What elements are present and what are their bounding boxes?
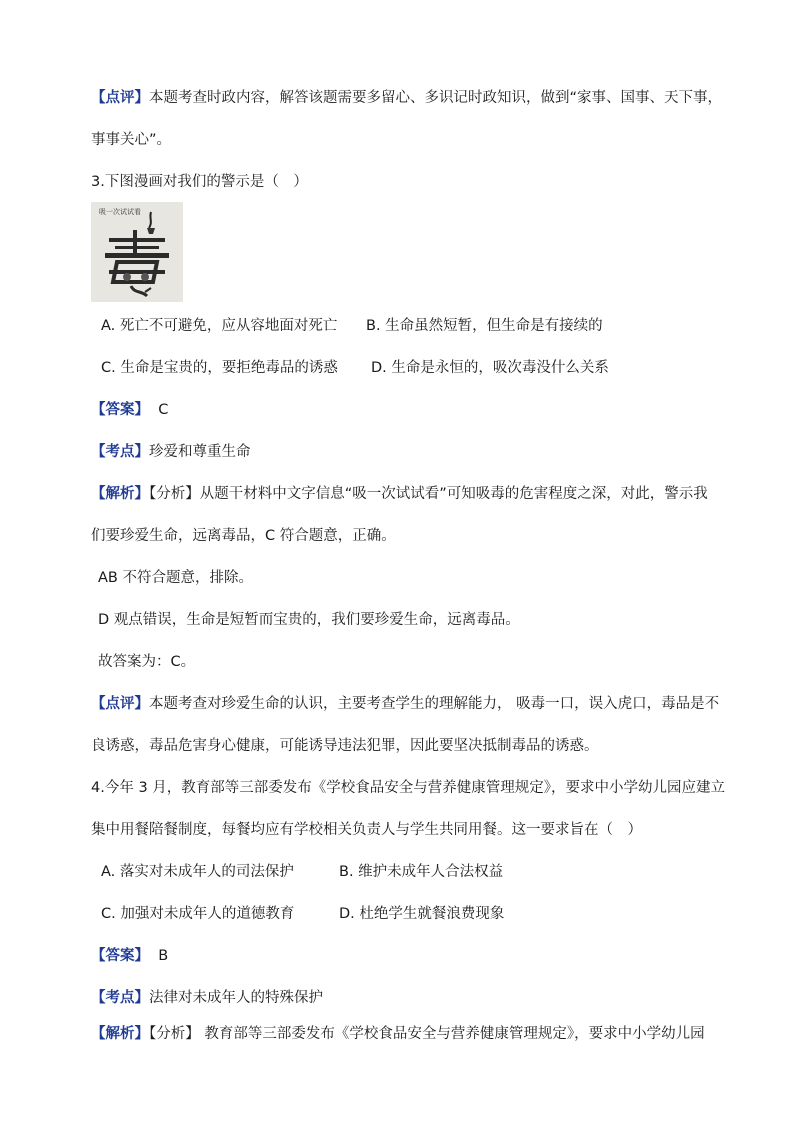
- q4-answer-line: [91, 946, 168, 966]
- q4-stem-line-1: 4.今年 3 月，教育部等三部委发布《学校食品安全与营养健康管理规定》，要求中小学幼儿园应建立: [91, 780, 726, 796]
- answer-tag: 【答案】: [91, 948, 149, 964]
- cartoon-caption: 吸一次试试看: [99, 208, 141, 216]
- comment-text: 本题考查时政内容，解答该题需要多留心、多识记时政知识，做到“家事、国事、天下事，: [149, 90, 723, 106]
- q3-option-d: D. 生命是永恒的，吸次毒没什么关系: [371, 360, 609, 376]
- q3-analysis-text-1: 【分析】从题干材料中文字信息“吸一次试试看”可知吸毒的危害程度之深，对此，警示我: [149, 486, 708, 502]
- q4-option-d: D. 杜绝学生就餐浪费现象: [339, 906, 505, 922]
- q3-analysis-line-3: AB 不符合题意，排除。: [98, 570, 253, 586]
- q3-answer-line: [91, 400, 168, 420]
- q4-answer: B: [158, 948, 169, 964]
- q3-analysis-line-2: 们要珍爱生命，远离毒品，C 符合题意，正确。: [91, 528, 396, 544]
- kaodian-tag: 【考点】: [91, 990, 149, 1006]
- q3-option-b: B. 生命虽然短暂，但生命是有接续的: [366, 318, 603, 334]
- q4-kaodian-line: [91, 988, 323, 1008]
- q4-analysis-text-1: 【分析】 教育部等三部委发布《学校食品安全与营养健康管理规定》，要求中小学幼儿园: [149, 1026, 705, 1042]
- q3-option-a: A. 死亡不可避免，应从容地面对死亡: [101, 318, 338, 334]
- q4-option-b: B. 维护未成年人合法权益: [339, 864, 504, 880]
- q4-analysis-line-1: [91, 1024, 705, 1044]
- answer-tag: 【答案】: [91, 402, 149, 418]
- cartoon-drawing: [91, 202, 183, 302]
- q3-kaodian-line: [91, 442, 251, 462]
- q3-analysis-line-1: [91, 484, 708, 504]
- q3-option-c: C. 生命是宝贵的，要拒绝毒品的诱惑: [101, 360, 338, 376]
- q4-option-c: C. 加强对未成年人的道德教育: [101, 906, 295, 922]
- q3-analysis-line-5: 故答案为：C。: [98, 654, 196, 670]
- kaodian-tag: 【考点】: [91, 444, 149, 460]
- q3-stem: 3.下图漫画对我们的警示是（ ）: [91, 174, 308, 190]
- q3-analysis-line-4: D 观点错误，生命是短暂而宝贵的，我们要珍爱生命，远离毒品。: [98, 612, 520, 628]
- q4-kaodian: 法律对未成年人的特殊保护: [149, 990, 323, 1006]
- q4-stem-line-2: 集中用餐陪餐制度，每餐均应有学校相关负责人与学生共同用餐。这一要求旨在（ ）: [91, 822, 642, 838]
- comment-tag: 【点评】: [91, 90, 149, 106]
- dianping-tag: 【点评】: [91, 696, 149, 712]
- q4-option-a: A. 落实对未成年人的司法保护: [101, 864, 294, 880]
- q3-comment-line-1: [91, 694, 719, 714]
- jiexi-tag: 【解析】: [91, 1026, 149, 1042]
- q3-answer: C: [158, 402, 169, 418]
- jiexi-tag: 【解析】: [91, 486, 149, 502]
- q3-kaodian: 珍爱和尊重生命: [149, 444, 251, 460]
- comment-line-2: 事事关心”。: [91, 132, 172, 148]
- q3-comment-text-1: 本题考查对珍爱生命的认识，主要考查学生的理解能力， 吸毒一口，误入虎口，毒品是不: [149, 696, 720, 712]
- comment-line-1: [91, 88, 722, 108]
- q3-comment-line-2: 良诱惑，毒品危害身心健康，可能诱导违法犯罪，因此要坚决抵制毒品的诱惑。: [91, 738, 599, 754]
- anti-drug-cartoon: [91, 202, 183, 302]
